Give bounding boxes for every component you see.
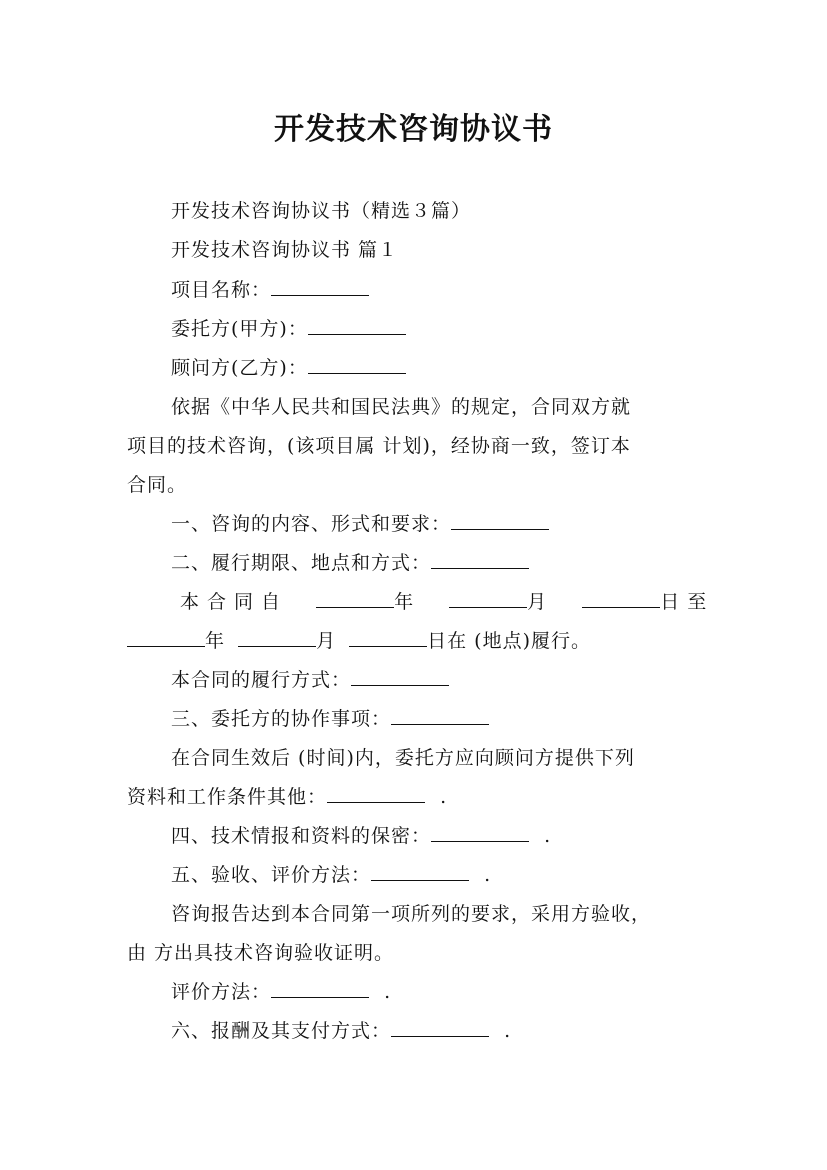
- term-month2-blank: [238, 628, 316, 647]
- term-month2-text: 月: [316, 630, 337, 652]
- acceptance-text-2: 由 方出具技术咨询验收证明。: [127, 942, 395, 964]
- clause-4-blank: [431, 823, 529, 842]
- clause-3-text: 三、委托方的协作事项：: [171, 708, 392, 730]
- acceptance-line-1: [127, 901, 751, 927]
- term-year2-text: 年: [205, 630, 226, 652]
- evaluation-method-period: .: [384, 981, 392, 1003]
- project-name-label: 项目名称：: [171, 279, 272, 301]
- cooperation-blank: [327, 784, 425, 803]
- section-heading-text: 开发技术咨询协议书 篇１: [171, 239, 399, 261]
- cooperation-line-2: [127, 784, 707, 810]
- clause-6-blank: [391, 1018, 489, 1037]
- term-month-text: 月: [527, 591, 555, 613]
- consultant-blank: [308, 355, 406, 374]
- clause-4-line: [127, 823, 751, 849]
- clause-6-line: [127, 1018, 751, 1044]
- clause-2-line: [127, 550, 751, 576]
- acceptance-line-2: [127, 940, 707, 966]
- intro-line-3: [127, 472, 707, 498]
- evaluation-method-text: 评价方法：: [171, 981, 272, 1003]
- subtitle-line: [127, 198, 751, 224]
- term-start-text: 本合同自: [180, 591, 289, 613]
- term-month-blank: [449, 589, 527, 608]
- intro-line-1: [127, 394, 751, 420]
- consultant-label: 顾问方(乙方)：: [171, 357, 308, 379]
- clause-2-blank: [431, 550, 529, 569]
- intro-line-2: [127, 433, 707, 459]
- cooperation-period: .: [440, 786, 448, 808]
- clause-5-blank: [371, 862, 469, 881]
- intro-text-2: 项目的技术咨询，(该项目属 计划)，经协商一致，签订本: [127, 435, 631, 457]
- clause-6-period: .: [504, 1020, 512, 1042]
- clause-1-text: 一、咨询的内容、形式和要求：: [171, 513, 452, 535]
- clause-4-period: .: [544, 825, 552, 847]
- project-name-blank: [271, 277, 369, 296]
- client-line: [127, 316, 751, 342]
- cooperation-text-1: 在合同生效后 (时间)内，委托方应向顾问方提供下列: [171, 747, 635, 769]
- term-year2-blank: [127, 628, 205, 647]
- clause-5-line: [127, 862, 751, 888]
- term-day-to-text: 日至: [660, 591, 715, 613]
- term-tail-text: 日在 (地点)履行。: [427, 630, 591, 652]
- term-year-text: 年: [394, 591, 422, 613]
- intro-text-1: 依据《中华人民共和国民法典》的规定，合同双方就: [171, 396, 632, 418]
- evaluation-method-blank: [271, 979, 369, 998]
- clause-3-blank: [391, 706, 489, 725]
- clause-1-line: [127, 511, 751, 537]
- clause-3-line: [127, 706, 751, 732]
- term-day2-blank: [349, 628, 427, 647]
- clause-1-blank: [451, 511, 549, 530]
- clause-5-text: 五、验收、评价方法：: [171, 864, 372, 886]
- clause-2-text: 二、履行期限、地点和方式：: [171, 552, 432, 574]
- clause-5-period: .: [484, 864, 492, 886]
- term-line-2: [127, 628, 707, 654]
- clause-4-text: 四、技术情报和资料的保密：: [171, 825, 432, 847]
- consultant-line: [127, 355, 751, 381]
- term-line-1: [180, 589, 715, 615]
- performance-method-text: 本合同的履行方式：: [171, 669, 352, 691]
- term-year-blank: [316, 589, 394, 608]
- subtitle-text: 开发技术咨询协议书（精选３篇）: [171, 200, 472, 222]
- cooperation-line-1: [127, 745, 751, 771]
- section-heading-line: [127, 237, 751, 263]
- intro-text-3: 合同。: [127, 474, 188, 496]
- clause-6-text: 六、报酬及其支付方式：: [171, 1020, 392, 1042]
- client-blank: [308, 316, 406, 335]
- performance-method-blank: [351, 667, 449, 686]
- client-label: 委托方(甲方)：: [171, 318, 308, 340]
- project-name-line: [127, 277, 751, 303]
- term-day-blank: [582, 589, 660, 608]
- document-title: 开发技术咨询协议书: [274, 112, 553, 147]
- cooperation-text-2: 资料和工作条件其他：: [127, 786, 328, 808]
- acceptance-text-1: 咨询报告达到本合同第一项所列的要求，采用方验收，: [171, 903, 652, 925]
- evaluation-method-line: [127, 979, 751, 1005]
- performance-method-line: [127, 667, 751, 693]
